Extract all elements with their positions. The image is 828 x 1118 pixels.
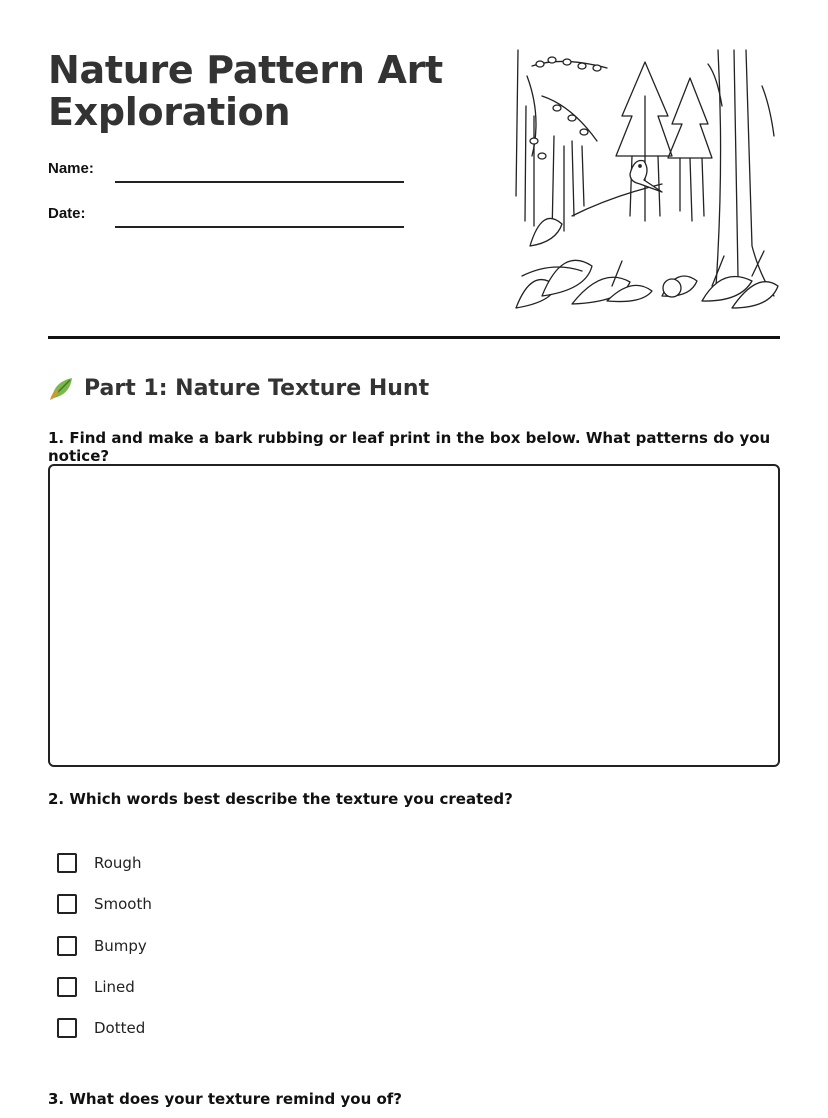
option-rough[interactable] [57,853,141,873]
option-lined[interactable] [57,977,135,997]
page-title: Nature Pattern Art Exploration [48,48,443,134]
name-field[interactable] [115,181,404,183]
option-label: Bumpy [94,937,147,955]
section-title: Part 1: Nature Texture Hunt [84,375,430,401]
header-divider [48,336,780,339]
drawing-box[interactable] [48,464,780,767]
checkbox[interactable] [57,1018,77,1038]
question-1: 1. Find and make a bark rubbing or leaf print in the box below. What patterns do you notice? [48,429,771,465]
question-2: 2. Which words best describe the texture you created? [48,790,513,808]
question-3: 3. What does your texture remind you of? [48,1090,403,1108]
checkbox[interactable] [57,977,77,997]
forest-scene-illustration [512,46,780,312]
checkbox[interactable] [57,894,77,914]
name-label: Name: [48,160,94,177]
option-label: Rough [94,854,142,872]
date-field[interactable] [115,226,404,228]
checkbox[interactable] [57,936,77,956]
option-bumpy[interactable] [57,936,147,956]
section-heading [48,374,429,402]
option-label: Dotted [94,1019,146,1037]
option-label: Smooth [94,895,152,913]
checkbox[interactable] [57,853,77,873]
leaf-icon [48,374,76,402]
option-dotted[interactable] [57,1018,145,1038]
option-smooth[interactable] [57,894,152,914]
option-label: Lined [94,978,135,996]
date-label: Date: [48,205,86,222]
